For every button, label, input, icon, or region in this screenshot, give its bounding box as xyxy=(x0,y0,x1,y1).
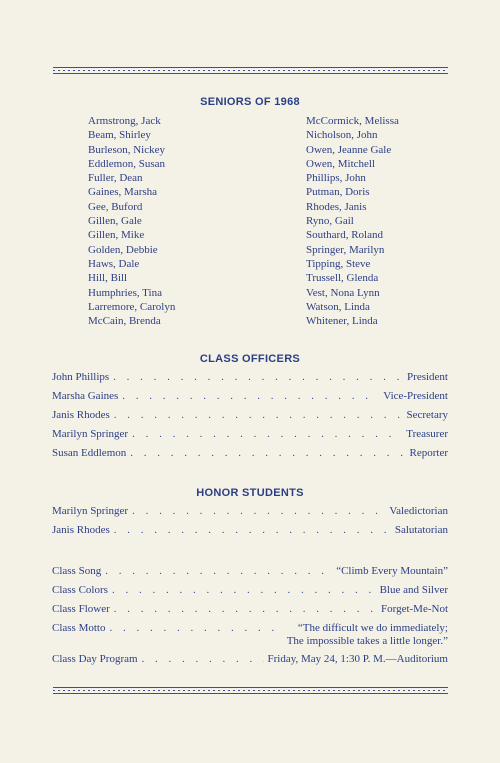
senior-name: Fuller, Dean xyxy=(88,172,143,185)
class-info-value: Friday, May 24, 1:30 P. M.—Auditorium xyxy=(267,653,448,665)
senior-name: Gillen, Gale xyxy=(88,215,142,228)
leader-dots xyxy=(142,653,264,665)
senior-name: Nicholson, John xyxy=(306,129,378,142)
seniors-left-column xyxy=(88,114,175,328)
class-info-label: Class Colors xyxy=(52,584,108,596)
honor-title: Valedictorian xyxy=(389,505,448,517)
senior-name: Armstrong, Jack xyxy=(88,115,161,127)
senior-name: Whitener, Linda xyxy=(306,315,378,328)
officer-role: Vice-President xyxy=(383,390,448,402)
honor-name: Marilyn Springer xyxy=(52,505,129,517)
senior-name: Trussell, Glenda xyxy=(306,272,379,285)
leader-dots xyxy=(130,447,405,459)
leader-dots xyxy=(109,622,282,634)
senior-name: Gillen, Mike xyxy=(88,229,145,242)
officers-heading: CLASS OFFICERS xyxy=(199,353,301,365)
class-info-row xyxy=(52,653,448,669)
class-info-label: Class Flower xyxy=(52,603,110,615)
class-motto-line-2: The impossible takes a little longer.” xyxy=(286,635,448,647)
senior-name: Gaines, Marsha xyxy=(88,186,158,199)
senior-name: Beam, Shirley xyxy=(88,129,151,142)
class-info-row xyxy=(52,622,448,652)
officer-name: Janis Rhodes xyxy=(52,409,110,421)
leader-dots xyxy=(105,565,332,577)
leader-dots xyxy=(114,409,403,421)
bottom-border xyxy=(53,687,448,694)
seniors-heading: SENIORS OF 1968 xyxy=(200,96,300,108)
senior-name: Owen, Mitchell xyxy=(306,157,376,170)
leader-dots xyxy=(132,505,385,517)
officer-row xyxy=(52,390,448,406)
honor-row xyxy=(52,505,448,521)
officer-role: President xyxy=(407,371,448,383)
senior-name: Rhodes, Janis xyxy=(306,200,367,213)
officer-role: Treasurer xyxy=(406,428,448,440)
senior-name: Putman, Doris xyxy=(306,186,370,199)
officer-name: Marsha Gaines xyxy=(52,390,119,402)
class-info-row xyxy=(52,603,448,619)
top-border xyxy=(53,67,448,74)
senior-name: McCormick, Melissa xyxy=(306,115,399,127)
senior-name: Springer, Marilyn xyxy=(306,243,385,256)
senior-name: Southard, Roland xyxy=(306,229,383,242)
senior-name: Tipping, Steve xyxy=(306,257,371,270)
senior-name: Hill, Bill xyxy=(88,272,128,285)
senior-name: Golden, Debbie xyxy=(88,243,158,256)
class-info-row xyxy=(52,565,448,581)
senior-name: Humphries, Tina xyxy=(88,286,162,299)
senior-name: Ryno, Gail xyxy=(306,215,354,228)
officer-row xyxy=(52,371,448,387)
senior-name: Owen, Jeanne Gale xyxy=(306,143,392,156)
class-info-value: Forget-Me-Not xyxy=(380,603,448,615)
officer-role: Secretary xyxy=(406,409,448,421)
senior-name: Watson, Linda xyxy=(306,300,370,313)
senior-name: Burleson, Nickey xyxy=(88,143,165,156)
leader-dots xyxy=(113,371,403,383)
senior-name: McCain, Brenda xyxy=(88,315,161,328)
officer-row xyxy=(52,428,448,444)
class-info-label: Class Motto xyxy=(52,622,106,634)
class-info-value: Blue and Silver xyxy=(379,584,448,596)
honor-row xyxy=(52,524,448,540)
leader-dots xyxy=(132,428,402,440)
leader-dots xyxy=(122,390,379,402)
senior-name: Haws, Dale xyxy=(88,257,140,270)
senior-name: Vest, Nona Lynn xyxy=(306,286,380,299)
class-info-row xyxy=(52,584,448,600)
leader-dots xyxy=(114,524,391,536)
senior-name: Phillips, John xyxy=(306,172,366,185)
senior-name: Eddlemon, Susan xyxy=(88,157,165,170)
senior-name: Larremore, Carolyn xyxy=(88,300,176,313)
officer-name: Marilyn Springer xyxy=(52,428,129,440)
class-info-label: Class Song xyxy=(52,565,102,577)
class-motto-value xyxy=(287,622,448,648)
officer-row xyxy=(52,409,448,425)
honor-name: Janis Rhodes xyxy=(52,524,110,536)
officer-row xyxy=(52,447,448,463)
class-info-label: Class Day Program xyxy=(52,653,138,665)
honor-title: Salutatorian xyxy=(394,524,448,536)
leader-dots xyxy=(114,603,377,615)
officer-name: Susan Eddlemon xyxy=(52,447,127,459)
senior-name: Gee, Buford xyxy=(88,200,143,213)
class-info-value: “Climb Every Mountain” xyxy=(336,565,448,577)
class-motto-line-1: “The difficult we do immediately; xyxy=(297,622,448,634)
honor-heading: HONOR STUDENTS xyxy=(196,487,304,499)
officer-role: Reporter xyxy=(409,447,448,459)
officer-name: John Phillips xyxy=(52,371,110,383)
leader-dots xyxy=(112,584,376,596)
seniors-right-column xyxy=(306,114,399,328)
